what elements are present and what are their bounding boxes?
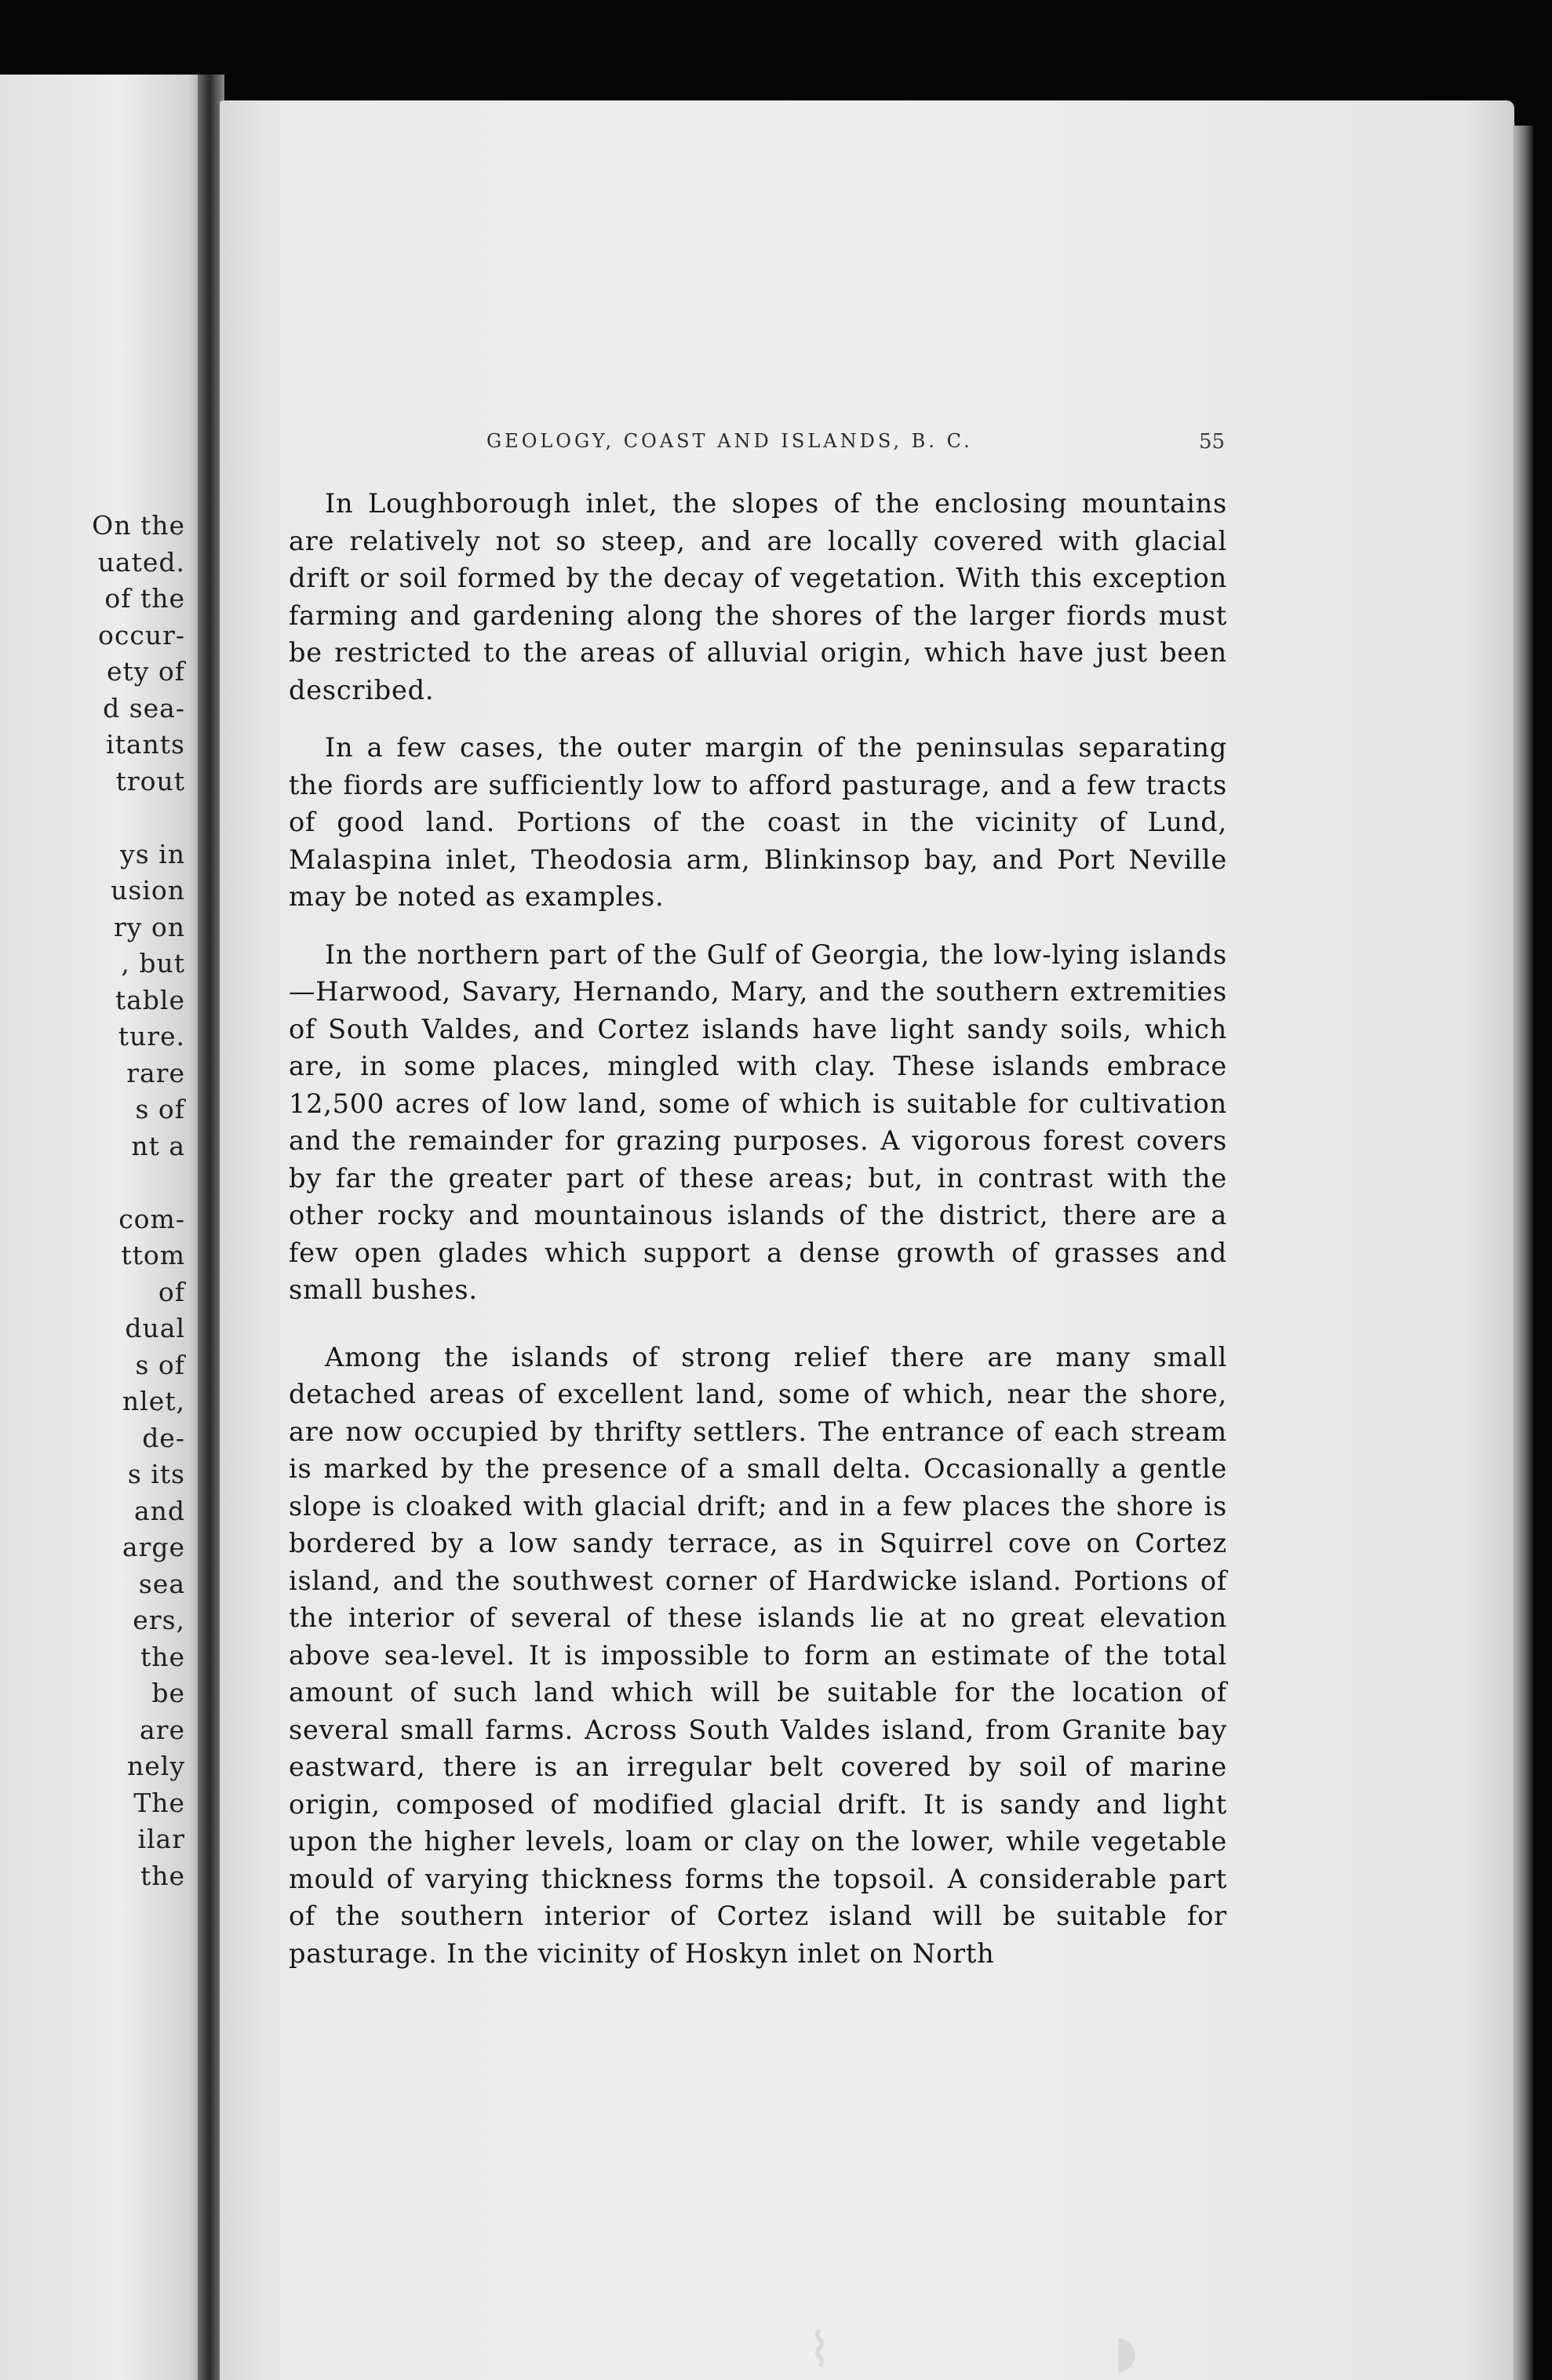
facing-page-line: ers, <box>133 1605 185 1635</box>
facing-page-line: s of <box>135 1094 185 1124</box>
facing-page-line: rare <box>126 1057 185 1088</box>
paragraph: In a few cases, the outer margin of the peninsulas separating the fiords are sufficiently low to afford pasturage, and a few tracts of good land. Portions of the coast in the vicinity of Lund, Malaspina inlet, Theodosia arm, Blinkinsop bay, and Port Neville may be noted as examples. <box>289 732 1227 912</box>
thumb-smudge: ◗ <box>1114 2327 1138 2378</box>
paragraph: Among the islands of strong relief there are many small detached areas of excellent land, some of which, near the shore, are now occupied by thrifty settlers. The entrance of each stream is marked by the presence of a small delta. Occasionally a gentle slope is cloaked with glacial drift; and in a few places the shore is bordered by a low sandy terrace, as in Squirrel cove on Cortez island, and the southwest corner of Hardwicke island. Portions of the interior of several of these islands lie at no great elevation above sea-level. It is impossible to form an estimate of the total amount of such land which will be suitable for the location of several small farms. Across South Valdes island, from Granite bay eastward, there is an irregular belt covered by soil of marine origin, composed of modified glacial drift. It is sandy and light upon the higher levels, loam or clay on the lower, while vegetable mould of varying thickness forms the topsoil. A considerable part of the southern interior of Cortez island will be suitable for pasturage. In the vicinity of Hoskyn inlet on North <box>289 1341 1227 1969</box>
facing-page-line: s its <box>127 1459 185 1489</box>
facing-page-line: s of <box>135 1349 185 1380</box>
facing-page-line: de- <box>142 1422 185 1453</box>
facing-page-line: uated. <box>97 546 185 578</box>
facing-page-fragment <box>0 75 206 2380</box>
paragraph: In the northern part of the Gulf of Georgia, the low-lying islands—Harwood, Savary, Hernando, Mary, and the southern extremities of South Valdes, and Cortez islands have light sandy soils, which are, in some places, mingled with clay. These islands embrace 12,500 acres of low land, some of which is suitable for cultivation and the remainder for grazing purposes. A vigorous forest covers by far the greater part of these areas; but, in contrast with the other rocky and mountainous islands of the district, there are a few open glades which support a dense growth of grasses and small bushes. <box>289 939 1227 1305</box>
facing-page-line: ttom <box>121 1240 185 1270</box>
facing-page-line: be <box>151 1678 185 1708</box>
facing-page-line: The <box>133 1787 185 1818</box>
facing-page-line: , but <box>121 948 185 979</box>
facing-page-line: of <box>158 1276 185 1307</box>
page-edge-shadow <box>1513 126 1533 2380</box>
facing-page-line: arge <box>122 1532 185 1562</box>
facing-page-line: are <box>140 1714 185 1745</box>
facing-page-line: nt a <box>131 1130 185 1161</box>
facing-page-line: dual <box>125 1313 185 1343</box>
facing-page-line: occur- <box>97 619 185 651</box>
facing-page-line: nely <box>127 1751 185 1781</box>
facing-page-line: ture. <box>118 1021 185 1052</box>
facing-page-line: itants <box>106 729 185 760</box>
body-text <box>289 485 1227 1992</box>
facing-page-line: sea <box>138 1568 185 1599</box>
paragraph: In Loughborough inlet, the slopes of the enclosing mountains are relatively not so steep, and are locally covered with glacial drift or soil formed by the decay of vegetation. With this exception farming and gardening along the shores of the larger fiords must be restricted to the areas of alluvial origin, which have just been described. <box>289 488 1227 705</box>
facing-page-line: ys in <box>120 838 185 869</box>
facing-page-line: the <box>140 1860 185 1891</box>
facing-page-line: usion <box>111 875 185 906</box>
facing-page-line: On the <box>92 510 185 541</box>
facing-page-line: trout <box>115 765 185 796</box>
facing-page-line: table <box>115 984 185 1015</box>
facing-page-line: ilar <box>137 1824 185 1854</box>
facing-page-line: d sea- <box>103 692 185 723</box>
running-head: GEOLOGY, COAST AND ISLANDS, B. C. <box>486 430 973 452</box>
facing-page-line: com- <box>118 1203 185 1234</box>
facing-page-line: of the <box>104 583 185 614</box>
facing-page-line: ry on <box>113 911 185 942</box>
page-number: 55 <box>1199 430 1226 454</box>
facing-page-line: ety of <box>106 656 185 687</box>
thumb-smudge: ⌇ <box>808 2323 832 2378</box>
facing-page-line: and <box>133 1495 185 1526</box>
facing-page-line: the <box>140 1641 185 1672</box>
facing-page-line: nlet, <box>122 1386 185 1416</box>
